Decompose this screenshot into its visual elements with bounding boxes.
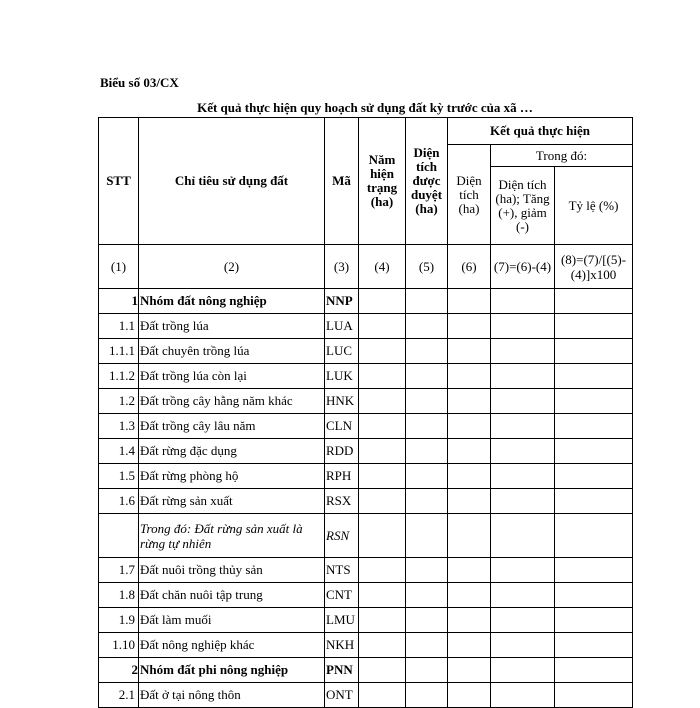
row-code: RPH (325, 464, 359, 489)
row-code: NTS (325, 558, 359, 583)
table-row (99, 583, 633, 608)
table-row (99, 514, 633, 558)
table-row (99, 683, 633, 708)
row-code: CNT (325, 583, 359, 608)
row-stt: 1.6 (99, 489, 139, 514)
table-row (99, 314, 633, 339)
index-cell: (7)=(6)-(4) (491, 245, 555, 289)
row-stt: 1.1 (99, 314, 139, 339)
row-stt: 1.8 (99, 583, 139, 608)
form-code: Biểu số 03/CX (100, 75, 179, 90)
header-approved-area: Diện tích được duyệt (ha) (406, 118, 448, 245)
row-stt: 1.1.2 (99, 364, 139, 389)
table-row (99, 439, 633, 464)
header-of-which: Trong đó: (491, 145, 633, 167)
row-code: LMU (325, 608, 359, 633)
table-row (99, 364, 633, 389)
row-code: CLN (325, 414, 359, 439)
index-row (99, 245, 633, 289)
header-row-1 (99, 118, 633, 145)
row-code: LUC (325, 339, 359, 364)
table-row (99, 389, 633, 414)
row-label: Nhóm đất nông nghiệp (139, 289, 325, 314)
index-cell: (5) (406, 245, 448, 289)
row-stt: 1.4 (99, 439, 139, 464)
table-row (99, 633, 633, 658)
row-code: NNP (325, 289, 359, 314)
row-code: PNN (325, 658, 359, 683)
row-stt: 1.5 (99, 464, 139, 489)
table-row (99, 339, 633, 364)
land-use-results-table (98, 117, 633, 708)
row-label: Đất rừng phòng hộ (139, 464, 325, 489)
table-row (99, 489, 633, 514)
row-label: Đất nông nghiệp khác (139, 633, 325, 658)
row-code: RDD (325, 439, 359, 464)
row-stt: 1.10 (99, 633, 139, 658)
table-row (99, 608, 633, 633)
table-title: Kết quả thực hiện quy hoạch sử dụng đất kỳ trước của xã … (197, 100, 533, 115)
index-cell: (3) (325, 245, 359, 289)
index-cell: (1) (99, 245, 139, 289)
row-code: LUA (325, 314, 359, 339)
row-stt: 1.1.1 (99, 339, 139, 364)
header-result-group: Kết quả thực hiện (448, 118, 633, 145)
header-current-area: Năm hiện trạng (ha) (359, 118, 406, 245)
row-code: ONT (325, 683, 359, 708)
row-label: Đất trồng lúa còn lại (139, 364, 325, 389)
row-code: HNK (325, 389, 359, 414)
row-label: Đất làm muối (139, 608, 325, 633)
row-label: Đất rừng đặc dụng (139, 439, 325, 464)
row-stt: 1 (99, 289, 139, 314)
row-label: Trong đó: Đất rừng sản xuất là rừng tự nhiên (139, 514, 325, 558)
table-row (99, 414, 633, 439)
header-change: Diện tích (ha); Tăng (+), giảm (-) (491, 167, 555, 245)
row-code: LUK (325, 364, 359, 389)
row-label: Đất trồng cây lâu năm (139, 414, 325, 439)
row-label: Đất rừng sản xuất (139, 489, 325, 514)
row-stt: 2.1 (99, 683, 139, 708)
row-stt: 1.9 (99, 608, 139, 633)
row-label: Nhóm đất phi nông nghiệp (139, 658, 325, 683)
index-cell: (4) (359, 245, 406, 289)
header-indicator: Chỉ tiêu sử dụng đất (139, 118, 325, 245)
row-label: Đất chuyên trồng lúa (139, 339, 325, 364)
table-row (99, 464, 633, 489)
row-stt (99, 514, 139, 558)
table-row (99, 558, 633, 583)
row-stt: 1.3 (99, 414, 139, 439)
row-code: RSX (325, 489, 359, 514)
row-code: NKH (325, 633, 359, 658)
index-cell: (6) (448, 245, 491, 289)
row-stt: 2 (99, 658, 139, 683)
row-label: Đất trồng cây hằng năm khác (139, 389, 325, 414)
table-row (99, 658, 633, 683)
index-cell: (8)=(7)/[(5)-(4)]x100 (555, 245, 633, 289)
row-label: Đất trồng lúa (139, 314, 325, 339)
header-ratio: Tỷ lệ (%) (555, 167, 633, 245)
index-cell: (2) (139, 245, 325, 289)
row-code: RSN (325, 514, 359, 558)
header-area: Diện tích (ha) (448, 145, 491, 245)
row-stt: 1.2 (99, 389, 139, 414)
header-code: Mã (325, 118, 359, 245)
row-stt: 1.7 (99, 558, 139, 583)
row-label: Đất ở tại nông thôn (139, 683, 325, 708)
header-stt: STT (99, 118, 139, 245)
table-row (99, 289, 633, 314)
row-label: Đất chăn nuôi tập trung (139, 583, 325, 608)
row-label: Đất nuôi trồng thủy sản (139, 558, 325, 583)
